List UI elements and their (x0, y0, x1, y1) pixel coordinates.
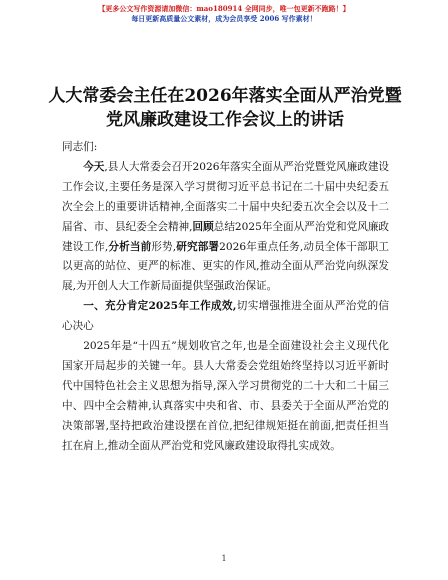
intro-lead: 今天 (83, 160, 105, 173)
section-heading-rest: 切实增强推进全面从严治党的信心决心 (62, 300, 390, 333)
page-number: 1 (221, 554, 227, 563)
section-heading-bold: 一、充分肯定2025年工作成效, (83, 300, 237, 313)
intro-bold-deploy: 研究部署 (176, 240, 220, 253)
intro-text-d: 2026年重点任务,动员全体干部职工以更高的站位、更严的标准、更实的作风,推动全面从严治党向纵深发展,为开创人大工作新局面提供坚强政治保证。 (62, 240, 390, 293)
intro-bold-review: 回顾 (192, 220, 214, 233)
document-title: 人大常委会主任在2026年落实全面从严治党暨党风廉政建设工作会议上的讲话 (48, 86, 402, 130)
header-banner-top: 【更多公文写作资源请加微信：mao180914 全网同步，唯一包更新不跑路！】 (98, 4, 350, 13)
greeting: 同志们: (62, 141, 98, 153)
document-body (62, 138, 389, 457)
paragraph-intro (62, 158, 389, 297)
header-banner-sub: 每日更新高质量公文素材，成为会员享受 2006 写作素材！ (131, 14, 317, 23)
intro-text-c: 形势, (151, 240, 177, 253)
paragraph-2025: 2025年是“十四五”规划收官之年,也是全面建设社会主义现代化国家开局起步的关键一年。县人大常委会党组始终坚持以习近平新时代中国特色社会主义思想为指导,深入学习贯彻党的二十大和二十届三中、四中全会精神,认真落实中央和省、市、县委关于全面从严治党的决策部署,坚持把政治建设摆在首位,把纪律规矩挺在前面,把责任担当扛在肩上,推动全面从严治党和党风廉政建设取得扎实成效。 (62, 340, 389, 452)
intro-text-b: 总结2025年全面从严治党和党风廉政建设工作, (62, 220, 390, 253)
intro-bold-analyze: 分析当前 (108, 240, 152, 253)
intro-text-a: ,县人大常委会召开2026年落实全面从严治党暨党风廉政建设工作会议,主要任务是深入学习贯彻习近平总书记在二十届中央纪委五次全会上的重要讲话精神,全面落实二十届中央纪委五次全会以及十二届省、市、县纪委全会精神, (62, 160, 390, 233)
section-heading-1 (62, 297, 389, 337)
